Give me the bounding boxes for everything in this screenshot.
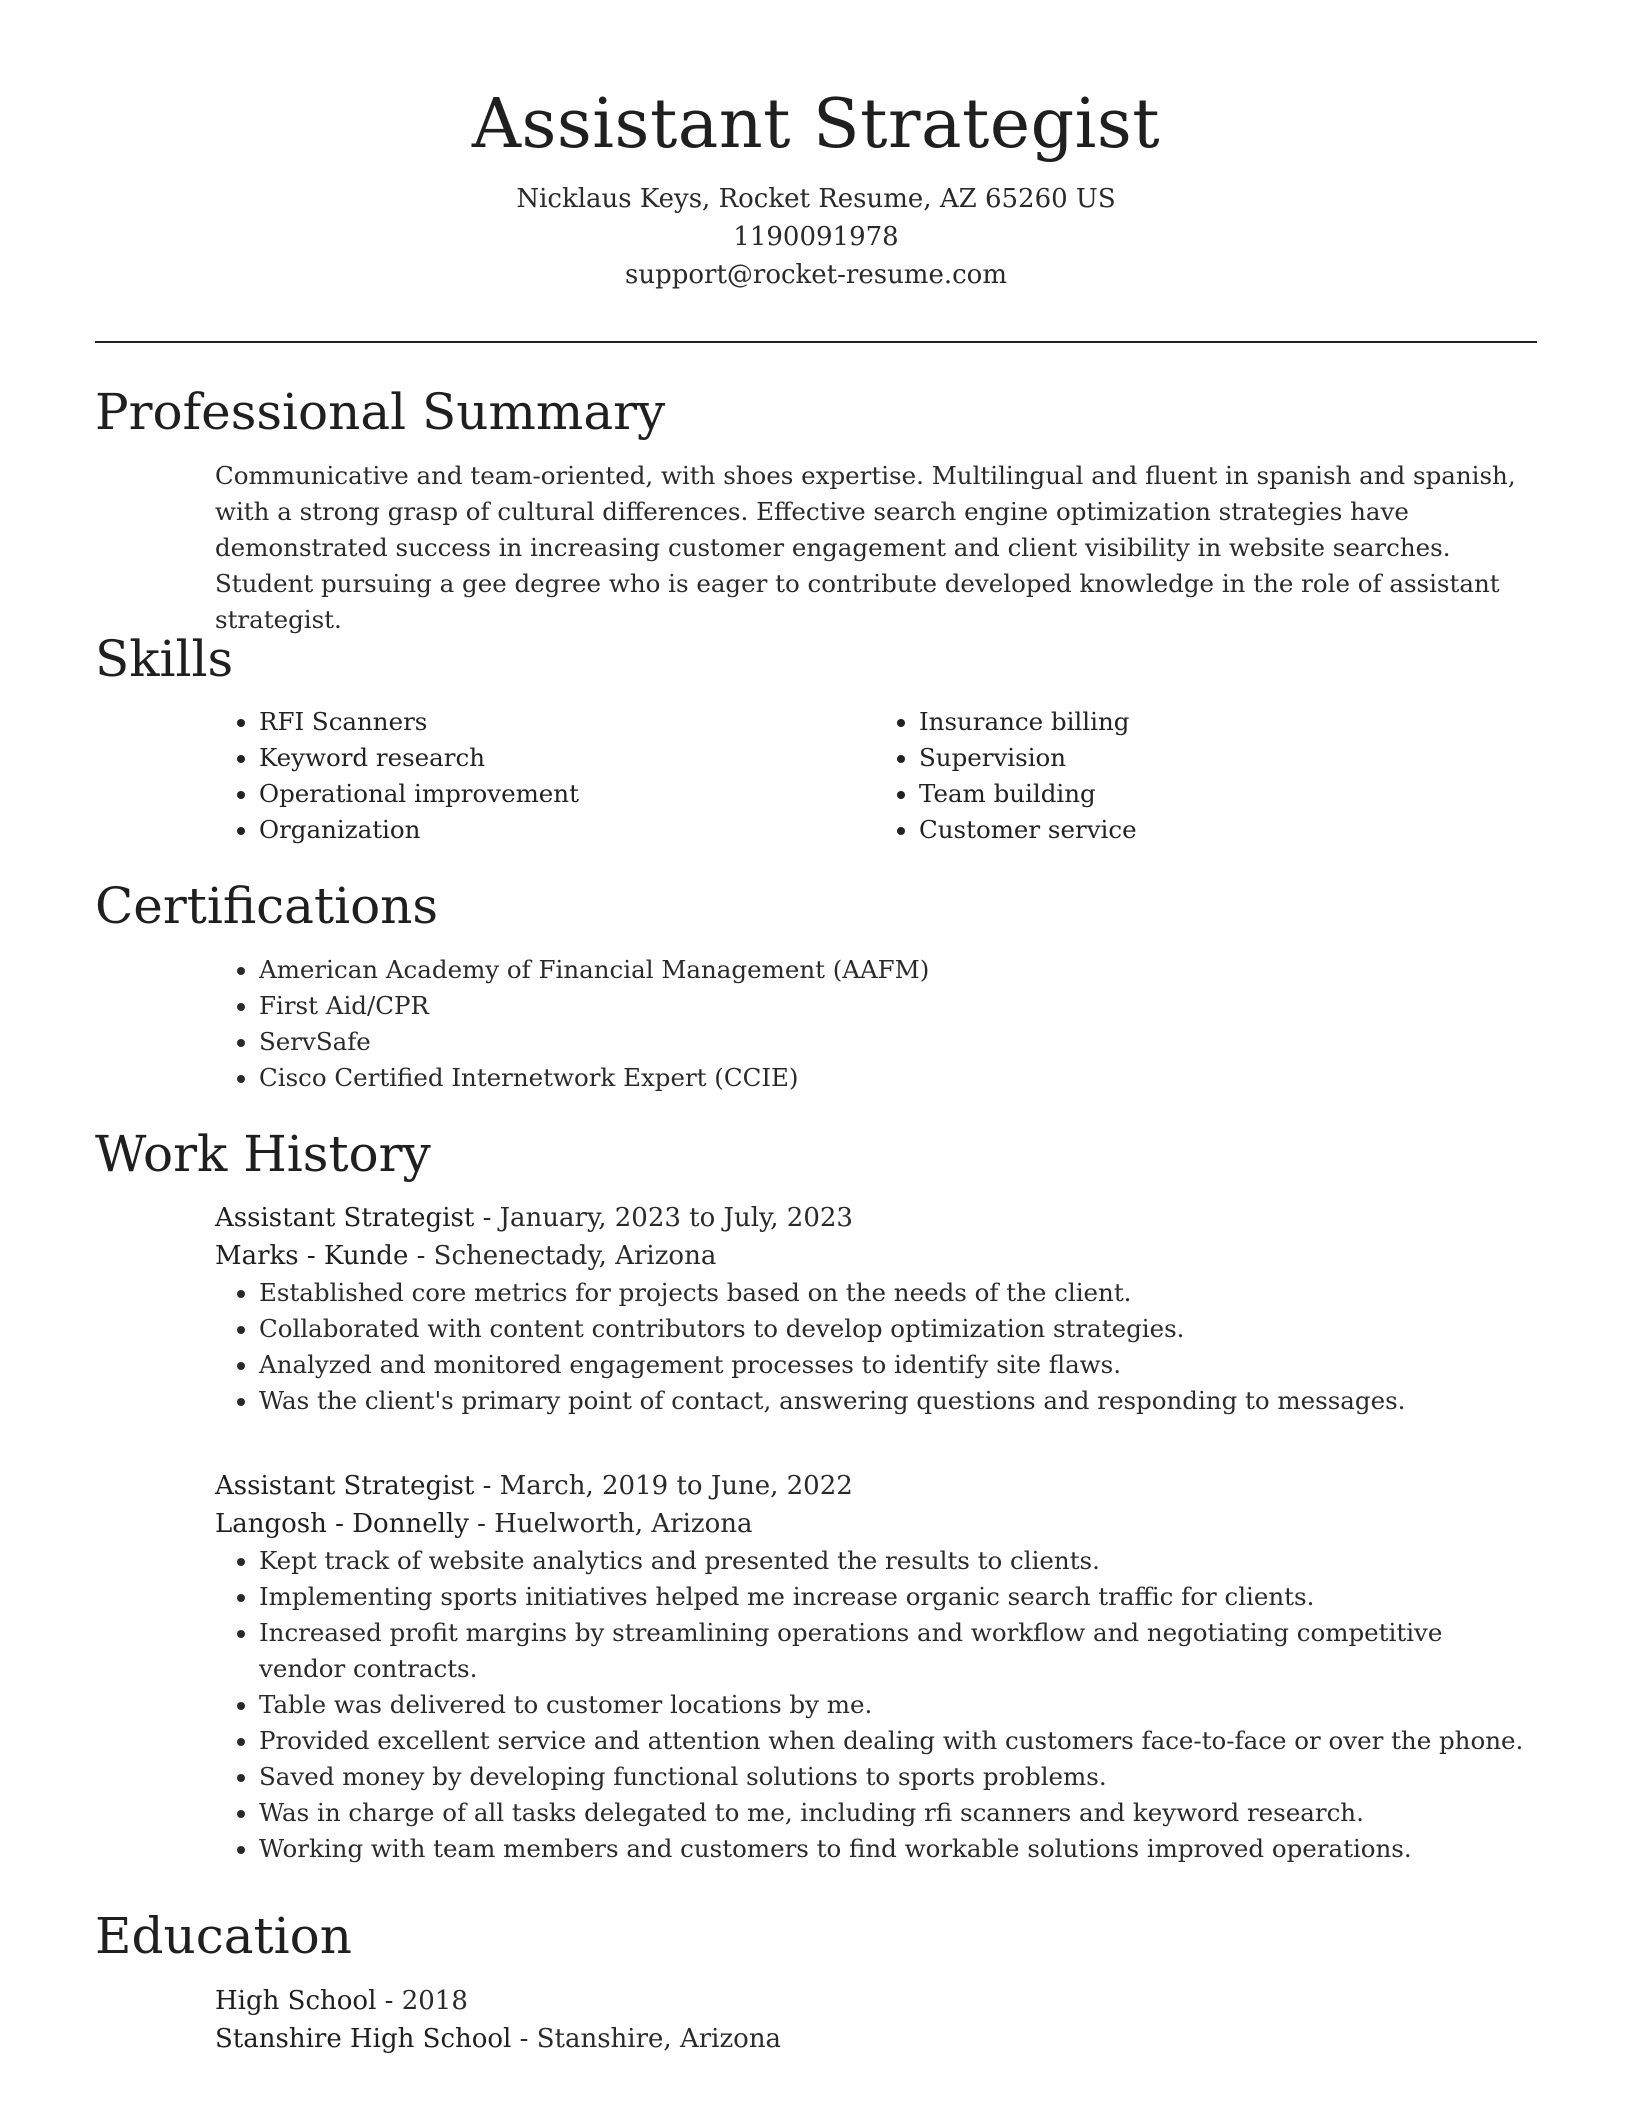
contact-address: Nicklaus Keys, Rocket Resume, AZ 65260 US — [516, 184, 1116, 214]
job-title: Assistant Strategist — [215, 1471, 475, 1501]
contact-email: support@rocket-resume.com — [624, 260, 1007, 290]
job-duty: • Provided excellent service and attention when dealing with customers face-to-face or over the phone. — [259, 1723, 1535, 1759]
job-dates: - January, 2023 to July, 2023 — [474, 1203, 853, 1233]
education-entry — [215, 1982, 1535, 2058]
job-duty: • Was in charge of all tasks delegated to me, including rfi scanners and keyword research. — [259, 1795, 1535, 1831]
summary-block — [215, 458, 1535, 638]
contact-phone: 1190091978 — [733, 222, 899, 252]
job-duty: • Established core metrics for projects based on the needs of the client. — [259, 1275, 1535, 1311]
job-company: Langosh - Donnelly — [215, 1509, 469, 1539]
skill-item: • Customer service — [919, 812, 1535, 848]
skill-item: • Team building — [919, 776, 1535, 812]
certification-item: • ServSafe — [259, 1024, 1535, 1060]
skills-heading: Skills — [95, 630, 234, 688]
education-year: - 2018 — [376, 1986, 468, 2016]
job-location: - Huelworth, Arizona — [468, 1509, 753, 1539]
education-school: Stanshire High School — [215, 2024, 512, 2054]
job-duties-list — [215, 1275, 1535, 1419]
job-duty: • Collaborated with content contributors to develop optimization strategies. — [259, 1311, 1535, 1347]
job-company: Marks - Kunde — [215, 1241, 409, 1271]
job-title-line — [215, 1467, 1535, 1505]
job-duty: • Working with team members and customers to find workable solutions improved operations. — [259, 1831, 1535, 1867]
job-duty: • Analyzed and monitored engagement processes to identify site flaws. — [259, 1347, 1535, 1383]
job-entry — [215, 1199, 1535, 1419]
skill-item: • Insurance billing — [919, 704, 1535, 740]
job-duty: • Was the client's primary point of contact, answering questions and responding to messages. — [259, 1383, 1535, 1419]
job-title-line — [215, 1199, 1535, 1237]
skills-column-left — [215, 704, 875, 848]
education-school-line — [215, 2020, 1535, 2058]
job-duty: • Kept track of website analytics and presented the results to clients. — [259, 1543, 1535, 1579]
header-divider — [95, 341, 1537, 343]
job-title: Assistant Strategist — [215, 1203, 475, 1233]
skills-list — [215, 704, 1535, 848]
skill-item: • Organization — [259, 812, 875, 848]
job-company-line — [215, 1505, 1535, 1543]
job-entry — [215, 1467, 1535, 1867]
job-duty: • Saved money by developing functional solutions to sports problems. — [259, 1759, 1535, 1795]
job-duty: • Increased profit margins by streamlining operations and workflow and negotiating competitive vendor contracts. — [259, 1615, 1535, 1687]
job-duty: • Table was delivered to customer locations by me. — [259, 1687, 1535, 1723]
job-dates: - March, 2019 to June, 2022 — [474, 1471, 853, 1501]
certification-item: • Cisco Certified Internetwork Expert (CCIE) — [259, 1060, 1535, 1096]
job-location: - Schenectady, Arizona — [408, 1241, 717, 1271]
certifications-block — [215, 952, 1535, 1096]
certification-item: • First Aid/CPR — [259, 988, 1535, 1024]
summary-text: Communicative and team-oriented, with shoes expertise. Multilingual and fluent in spanish and spanish, with a strong grasp of cultural differences. Effective search engine optimization strategies have demonstrated success in increasing customer engagement and client visibility in website searches. Student pursuing a gee degree who is eager to contribute developed knowledge in the role of assistant strategist. — [215, 461, 1516, 634]
education-degree-line — [215, 1982, 1535, 2020]
certifications-list — [215, 952, 1535, 1096]
skill-item: • Supervision — [919, 740, 1535, 776]
education-degree: High School — [215, 1986, 377, 2016]
summary-heading: Professional Summary — [95, 383, 666, 441]
education-heading: Education — [95, 1907, 352, 1965]
work-history-heading: Work History — [95, 1125, 431, 1183]
certification-item: • American Academy of Financial Management (AAFM) — [259, 952, 1535, 988]
skill-item: • Operational improvement — [259, 776, 875, 812]
job-company-line — [215, 1237, 1535, 1275]
skill-item: • RFI Scanners — [259, 704, 875, 740]
job-duties-list — [215, 1543, 1535, 1867]
certifications-heading: Certifications — [95, 877, 439, 935]
resume-title: Assistant Strategist — [471, 85, 1161, 164]
skills-column-right — [875, 704, 1535, 848]
education-location: - Stanshire, Arizona — [511, 2024, 782, 2054]
job-duty: • Implementing sports initiatives helped me increase organic search traffic for clients. — [259, 1579, 1535, 1615]
skill-item: • Keyword research — [259, 740, 875, 776]
resume-header — [95, 80, 1537, 294]
